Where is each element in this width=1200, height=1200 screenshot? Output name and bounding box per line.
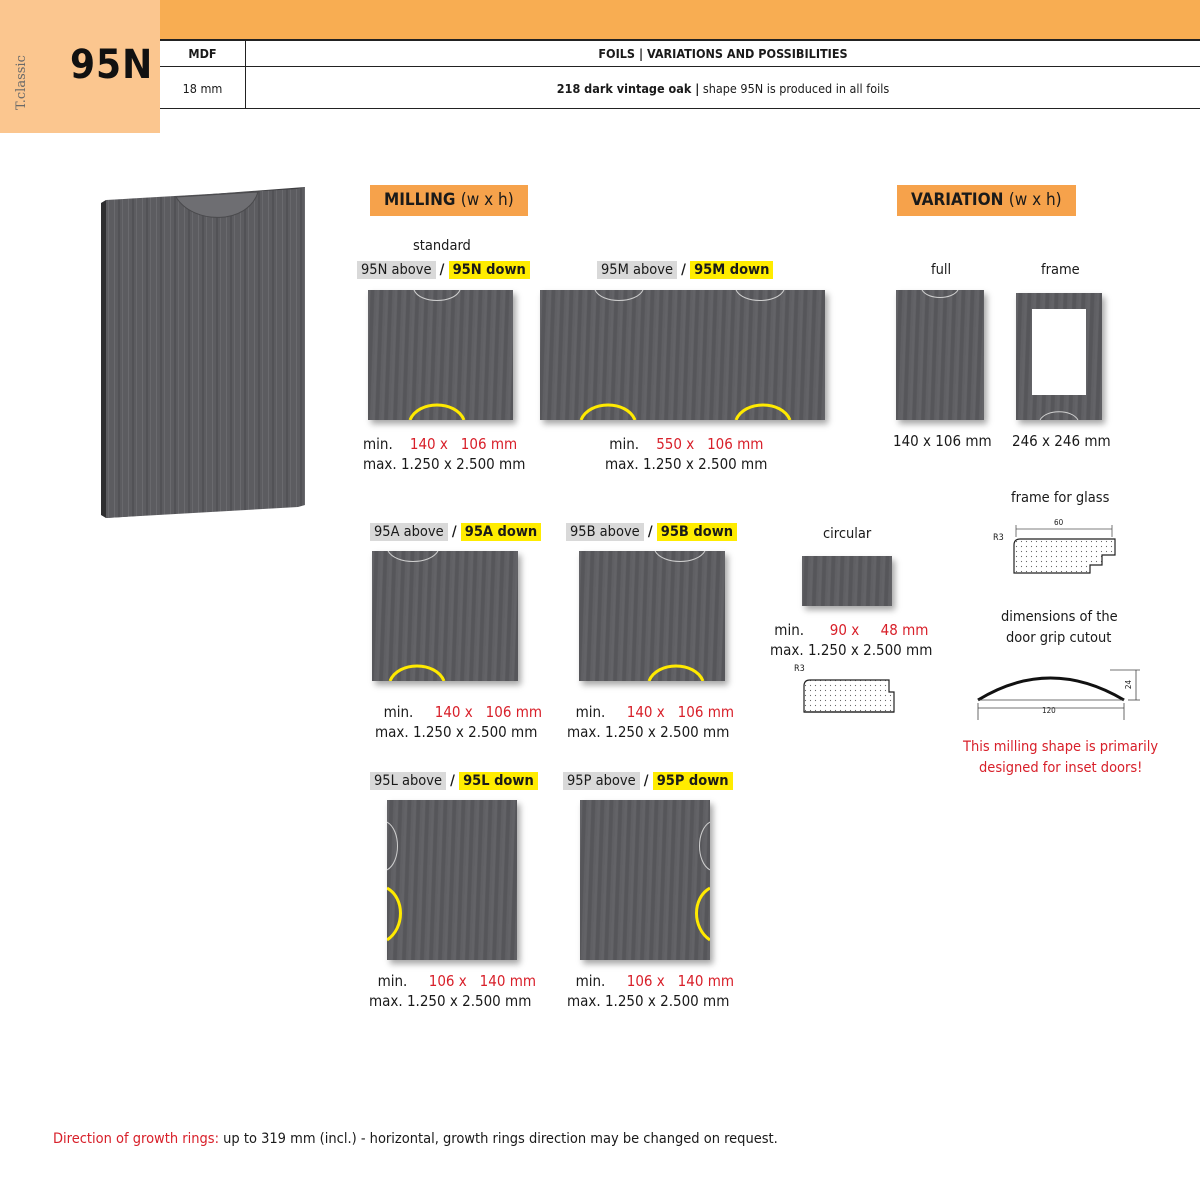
milling-title: MILLING [384, 190, 456, 210]
min-height: 106 mm [707, 435, 764, 453]
spec-table [160, 41, 1200, 109]
panel-95a [372, 551, 518, 681]
glass-frame-title: frame for glass [1011, 490, 1110, 506]
growth-rings-note [53, 1131, 778, 1147]
material-label: MDF [188, 46, 217, 61]
circular-radius-label: R3 [794, 664, 805, 674]
tag-above: 95P above [563, 772, 640, 790]
max-size: max. 1.250 x 2.500 mm [567, 992, 730, 1010]
max-size: max. 1.250 x 2.500 mm [363, 455, 526, 473]
min-width: 140 x [434, 703, 473, 721]
profile-section-drawing [990, 515, 1125, 580]
tag-down: 95L down [459, 772, 538, 790]
max-size: max. 1.250 x 2.500 mm [369, 992, 532, 1010]
min-height: 140 mm [677, 972, 734, 990]
tag-separator: / [451, 524, 457, 540]
min-height: 106 mm [485, 703, 542, 721]
milling-95n-tags [357, 262, 530, 278]
thickness-value: 18 mm [182, 81, 223, 96]
foils-title: FOILS | VARIATIONS AND POSSIBILITIES [598, 46, 848, 61]
min-height: 48 mm [880, 621, 929, 639]
milling-95p-tags [563, 773, 733, 789]
glass-frame-diagram [990, 515, 1125, 580]
profile-section-drawing [794, 664, 899, 714]
frame-size: 246 x 246 mm [1012, 432, 1111, 450]
door-3d-illustration [98, 185, 313, 520]
max-size: max. 1.250 x 2.500 mm [375, 723, 538, 741]
tag-separator: / [450, 773, 455, 789]
frame-label: frame [1041, 262, 1080, 278]
glass-width-label: 60 [1054, 518, 1064, 527]
panel-95b [579, 551, 725, 681]
min-label: min. [575, 703, 606, 721]
grip-width-label: 120 [1042, 706, 1056, 715]
product-code: 95N [70, 42, 154, 88]
tag-separator: / [647, 524, 653, 540]
grip-cutout-marks [368, 290, 513, 420]
max-size: max. 1.250 x 2.500 mm [605, 455, 768, 473]
door-product-image [98, 185, 313, 520]
milling-95m-tags [597, 262, 773, 278]
dims-95l [369, 971, 536, 1011]
min-height: 140 mm [479, 972, 536, 990]
milling-95l-tags [370, 773, 538, 789]
grip-cutout-marks [1016, 293, 1102, 420]
warning-line-1: This milling shape is primarily [963, 739, 1159, 755]
milling-subtitle: (w x h) [460, 190, 514, 210]
growth-rings-text: up to 319 mm (incl.) - horizontal, growth rings direction may be changed on request. [223, 1131, 778, 1147]
panel-95l [387, 800, 517, 960]
brand-logo: T.classic [14, 55, 29, 110]
min-label: min. [363, 435, 393, 453]
max-size: max. 1.250 x 2.500 mm [770, 641, 933, 659]
foil-note: shape 95N is produced in all foils [702, 81, 890, 96]
milling-95b-tags [566, 524, 737, 540]
variation-title: VARIATION [911, 190, 1004, 210]
tag-down: 95M down [690, 261, 773, 279]
min-label: min. [575, 972, 606, 990]
min-label: min. [377, 972, 408, 990]
grip-cutout-marks [896, 290, 984, 420]
min-width: 106 x [428, 972, 467, 990]
panel-full [896, 290, 984, 420]
panel-95n [368, 290, 513, 420]
tag-separator: / [681, 262, 686, 278]
grip-title-line-1: dimensions of the [1001, 609, 1118, 625]
variation-subtitle: (w x h) [1008, 190, 1062, 210]
grip-cutout-marks [387, 800, 517, 960]
grip-title-line-2: door grip cutout [1006, 630, 1112, 646]
min-label: min. [383, 703, 414, 721]
min-width: 90 x [829, 621, 860, 639]
growth-rings-label: Direction of growth rings: [53, 1131, 219, 1147]
header-rule [160, 39, 1200, 41]
min-width: 140 x [626, 703, 665, 721]
tag-above: 95M above [597, 261, 677, 279]
full-label: full [931, 262, 952, 278]
circular-profile-diagram [794, 664, 899, 714]
standard-label: standard [413, 238, 471, 254]
grip-cutout-marks [540, 290, 825, 420]
dims-95b [567, 702, 734, 742]
grip-height-label: 24 [1124, 679, 1134, 690]
tag-above: 95A above [370, 523, 448, 541]
min-label: min. [774, 621, 805, 639]
tag-above: 95B above [566, 523, 644, 541]
dims-circular [770, 620, 932, 660]
full-size: 140 x 106 mm [893, 432, 992, 450]
foil-description [246, 81, 1200, 96]
milling-95a-tags [370, 524, 541, 540]
foil-name: 218 dark vintage oak | [556, 81, 700, 96]
dims-95m [605, 434, 767, 474]
panel-95p [580, 800, 710, 960]
panel-95m [540, 290, 825, 420]
arc-drawing [970, 660, 1150, 725]
tag-above: 95L above [370, 772, 446, 790]
circular-label: circular [823, 526, 872, 542]
warning-line-2: designed for inset doors! [979, 760, 1143, 776]
min-width: 106 x [626, 972, 665, 990]
tag-down: 95B down [657, 523, 737, 541]
min-height: 106 mm [677, 703, 734, 721]
tag-down: 95A down [461, 523, 541, 541]
dims-95p [567, 971, 734, 1011]
dims-95a [375, 702, 542, 742]
min-width: 140 x [409, 435, 448, 453]
header-band [160, 0, 1200, 40]
grip-cutout-marks [580, 800, 710, 960]
min-height: 106 mm [460, 435, 518, 453]
grip-cutout-marks [579, 551, 725, 681]
tag-separator: / [439, 262, 445, 278]
milling-section-title [370, 185, 528, 216]
dims-95n [363, 434, 525, 474]
tag-down: 95P down [653, 772, 733, 790]
variation-section-title [897, 185, 1076, 216]
tag-above: 95N above [357, 261, 436, 279]
max-size: max. 1.250 x 2.500 mm [567, 723, 730, 741]
panel-frame [1016, 293, 1102, 420]
grip-cutout-diagram [970, 660, 1150, 725]
min-width: 550 x [656, 435, 695, 453]
glass-radius-label: R3 [993, 533, 1004, 543]
tag-separator: / [643, 773, 649, 789]
min-label: min. [609, 435, 640, 453]
grip-cutout-marks [372, 551, 518, 681]
tag-down: 95N down [449, 261, 530, 279]
panel-circular [802, 556, 892, 606]
